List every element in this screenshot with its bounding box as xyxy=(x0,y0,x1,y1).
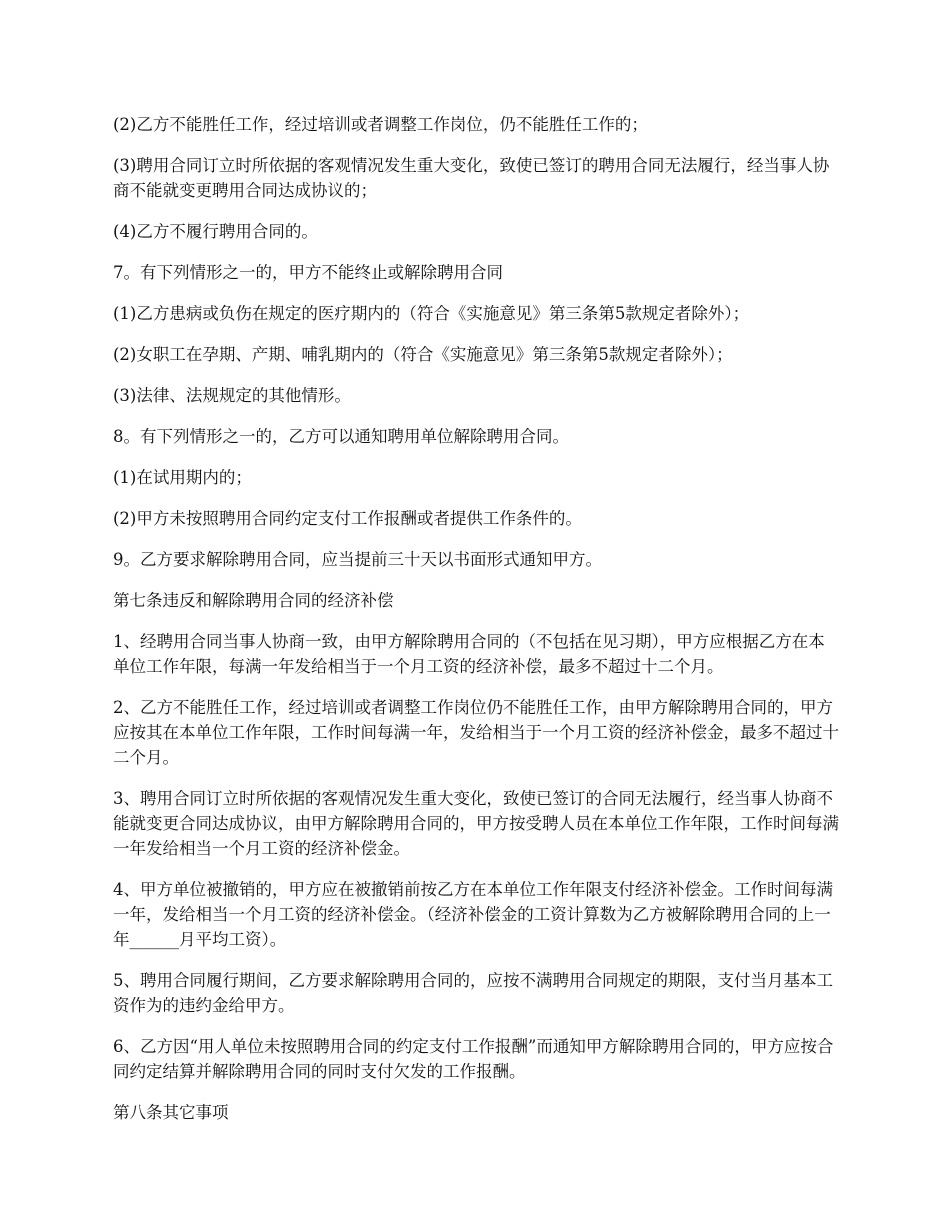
paragraph-compensation-2: 2、乙方不能胜任工作，经过培训或者调整工作岗位仍不能胜任工作，由甲方解除聘用合同的，甲方应按其在本单位工作年限，工作时间每满一年，发给相当于一个月工资的经济补偿金，最多不超过十二个月。 xyxy=(113,698,839,767)
paragraph-item-7-1: (1)乙方患病或负伤在规定的医疗期内的（符合《实施意见》第三条第5款规定者除外）； xyxy=(113,304,750,323)
paragraph-item-8-1: (1)在试用期内的； xyxy=(113,468,252,487)
paragraph-item-9: 9。乙方要求解除聘用合同，应当提前三十天以书面形式通知甲方。 xyxy=(113,550,602,569)
paragraph-item-7-3: (3)法律、法规规定的其他情形。 xyxy=(113,386,351,405)
paragraph-item-7-2: (2)女职工在孕期、产期、哺乳期内的（符合《实施意见》第三条第5款规定者除外）； xyxy=(113,345,733,364)
section-heading-article-8: 第八条其它事项 xyxy=(113,1103,229,1122)
paragraph-compensation-5: 5、聘用合同履行期间，乙方要求解除聘用合同的，应按不满聘用合同规定的期限，支付当月基本工资作为的违约金给甲方。 xyxy=(113,971,833,1015)
paragraph-clause-6-4: (4)乙方不履行聘用合同的。 xyxy=(113,222,318,241)
document-body xyxy=(113,112,841,1141)
paragraph-compensation-4: 4、甲方单位被撤销的，甲方应在被撤销前按乙方在本单位工作年限支付经济补偿金。工作时间每满一年，发给相当一个月工资的经济补偿金。（经济补偿金的工资计算数为乙方被解除聘用合同的上一年______月平均工资）。 xyxy=(113,880,833,949)
paragraph-item-8-heading: 8。有下列情形之一的，乙方可以通知聘用单位解除聘用合同。 xyxy=(113,427,569,446)
paragraph-compensation-3: 3、聘用合同订立时所依据的客观情况发生重大变化，致使已签订的合同无法履行，经当事人协商不能就变更合同达成协议，由甲方解除聘用合同的，甲方按受聘人员在本单位工作年限，工作时间每满一年发给相当一个月工资的经济补偿金。 xyxy=(113,789,839,858)
paragraph-clause-6-2: (2)乙方不能胜任工作，经过培训或者调整工作岗位，仍不能胜任工作的； xyxy=(113,115,648,134)
paragraph-compensation-1: 1、经聘用合同当事人协商一致，由甲方解除聘用合同的（不包括在见习期），甲方应根据乙方在本单位工作年限，每满一年发给相当于一个月工资的经济补偿，最多不超过十二个月。 xyxy=(113,632,825,676)
paragraph-clause-6-3: (3)聘用合同订立时所依据的客观情况发生重大变化，致使已签订的聘用合同无法履行，经当事人协商不能就变更聘用合同达成协议的； xyxy=(113,156,830,200)
paragraph-item-7-heading: 7。有下列情形之一的，甲方不能终止或解除聘用合同 xyxy=(113,263,503,282)
section-heading-article-7: 第七条违反和解除聘用合同的经济补偿 xyxy=(113,591,394,610)
paragraph-item-8-2: (2)甲方未按照聘用合同约定支付工作报酬或者提供工作条件的。 xyxy=(113,509,582,528)
paragraph-compensation-6: 6、乙方因“用人单位未按照聘用合同的约定支付工作报酬”而通知甲方解除聘用合同的，甲方应按合同约定结算并解除聘用合同的同时支付欠发的工作报酬。 xyxy=(113,1037,834,1081)
